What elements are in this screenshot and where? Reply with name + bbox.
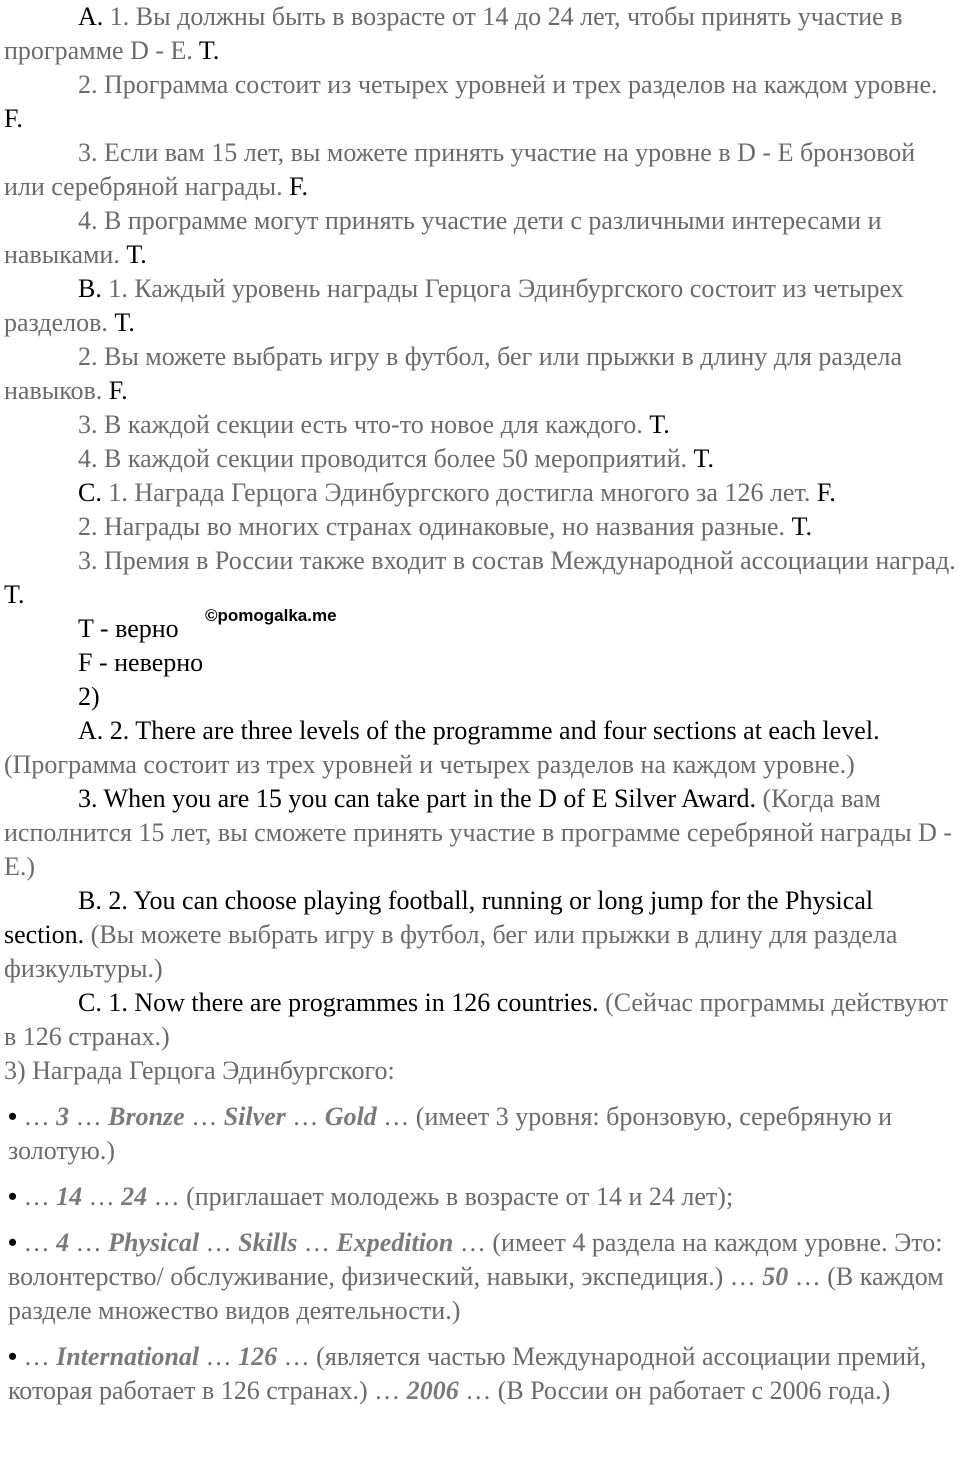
correction-c1: C. 1. Now there are programmes in 126 countries. (Сейчас программы действуют в 126 странах.) bbox=[4, 988, 948, 1051]
tf-mark: T. bbox=[693, 444, 714, 473]
answer-a2: 2. Программа состоит из четырех уровней и трех разделов на каждом уровне. F. bbox=[4, 70, 938, 133]
summary-bullet-international: • … International … 126 … (является частью Международной ассоциации премий, которая работает в 126 странах.) … 2006 … (В России он работает с 2006 года.) bbox=[8, 1342, 927, 1405]
tf-mark: T. bbox=[114, 308, 135, 337]
tf-mark: F. bbox=[289, 172, 309, 201]
section-2-heading: 2) bbox=[78, 682, 100, 711]
tf-mark: T. bbox=[126, 240, 147, 269]
correction-a2: A. 2. There are three levels of the programme and four sections at each level. (Программа состоит из трех уровней и четырех разделов на каждом уровне.) bbox=[4, 716, 880, 779]
summary-bullet-age: • … 14 … 24 … (приглашает молодежь в возрасте от 14 и 24 лет); bbox=[8, 1182, 734, 1211]
answer-a1: A. 1. Вы должны быть в возрасте от 14 до 24 лет, чтобы принять участие в программе D - E. T. bbox=[4, 2, 903, 65]
tf-mark: T. bbox=[198, 36, 220, 65]
tf-mark: F. bbox=[4, 104, 23, 133]
tf-mark: F. bbox=[108, 376, 128, 405]
answer-b2: 2. Вы можете выбрать игру в футбол, бег или прыжки в длину для раздела навыков. F. bbox=[4, 342, 903, 405]
tf-mark: F. bbox=[816, 478, 836, 507]
answer-a3: 3. Если вам 15 лет, вы можете принять участие на уровне в D - E бронзовой или серебряной награды. F. bbox=[4, 138, 916, 201]
bullet-icon: • bbox=[8, 1102, 18, 1131]
bullet-icon: • bbox=[8, 1342, 18, 1371]
correction-b2: B. 2. You can choose playing football, running or long jump for the Physical section. (Вы можете выбрать игру в футбол, бег или прыжки в длину для раздела физкультуры.) bbox=[4, 886, 898, 983]
summary-bullet-levels: • … 3 … Bronze … Silver … Gold … (имеет 3 уровня: бронзовую, серебряную и золотую.) bbox=[8, 1102, 893, 1165]
tf-mark: T. bbox=[791, 512, 813, 541]
section-3-heading: 3) Награда Герцога Эдинбургского: bbox=[4, 1056, 395, 1085]
correction-a3: 3. When you are 15 you can take part in the D of E Silver Award. (Когда вам исполнится 15 лет, вы сможете принять участие в программе серебряной награды D - E.) bbox=[4, 784, 953, 881]
answer-b1: B. 1. Каждый уровень награды Герцога Эдинбургского состоит из четырех разделов. T. bbox=[4, 274, 904, 337]
answer-c3: 3. Премия в России также входит в состав Международной ассоциации наград. T. bbox=[4, 546, 956, 609]
summary-bullet-sections: • … 4 … Physical … Skills … Expedition … (имеет 4 раздела на каждом уровне. Это: волонтерство/ обслуживание, физический, навыки, экспедиция.) … 50 … (В каждом разделе множество видов деятельности.) bbox=[8, 1228, 944, 1325]
tf-mark: T. bbox=[4, 580, 25, 609]
watermark: ©pomogalka.me bbox=[205, 606, 337, 625]
tf-mark: T. bbox=[649, 410, 670, 439]
bullet-icon: • bbox=[8, 1182, 18, 1211]
legend-true: T - верно bbox=[78, 614, 179, 643]
answer-c2: 2. Награды во многих странах одинаковые, но названия разные. T. bbox=[78, 512, 813, 541]
answer-a4: 4. В программе могут принять участие дети с различными интересами и навыками. T. bbox=[4, 206, 882, 269]
answer-b4: 4. В каждой секции проводится более 50 мероприятий. T. bbox=[78, 444, 714, 473]
answer-b3: 3. В каждой секции есть что-то новое для каждого. T. bbox=[78, 410, 670, 439]
answer-c1: C. 1. Награда Герцога Эдинбургского достигла многого за 126 лет. F. bbox=[78, 478, 836, 507]
legend-false: F - неверно bbox=[78, 648, 204, 677]
bullet-icon: • bbox=[8, 1228, 18, 1257]
